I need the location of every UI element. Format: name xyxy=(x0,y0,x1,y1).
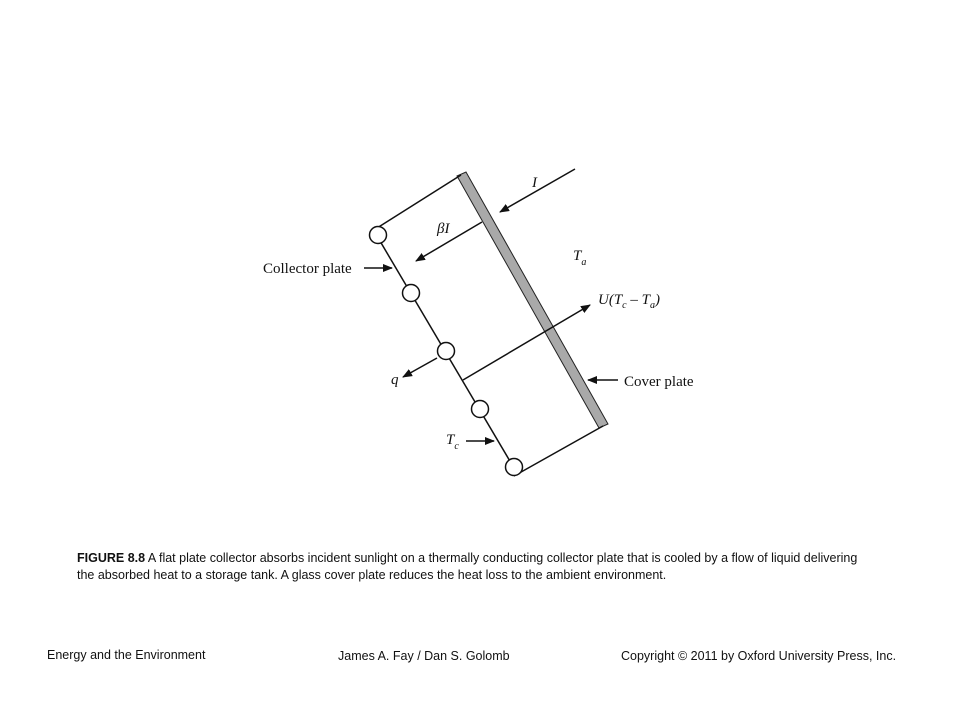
figure-number: FIGURE 8.8 xyxy=(77,551,146,565)
collector-temperature-label: $T_c$ xyxy=(446,432,459,452)
tube-circle xyxy=(506,459,523,476)
cover-plate-label: Cover plate xyxy=(624,374,694,390)
incident-sunlight-arrow xyxy=(500,169,575,212)
absorbed-label: βI xyxy=(437,221,450,237)
footer-book-title: Energy and the Environment xyxy=(47,648,206,662)
heat-loss-label: $U(T_c - T_a)$ xyxy=(598,292,660,311)
caption-text: A flat plate collector absorbs incident sunlight on a thermally conducting collector plate that is cooled by a flow of liquid delivering the absorbed heat to a storage tank. A glass cover plate reduces the heat loss to the ambient environment. xyxy=(77,551,858,582)
bottom-enclosure-edge xyxy=(514,426,603,476)
collector-plate-label: Collector plate xyxy=(263,261,352,277)
tube-circle xyxy=(472,401,489,418)
incident-label: I xyxy=(532,175,537,191)
footer-authors: James A. Fay / Dan S. Golomb xyxy=(338,649,510,663)
heat-flow-arrow xyxy=(403,358,437,377)
ambient-temperature-label: $T_a$ xyxy=(573,248,587,268)
tube-circle xyxy=(403,285,420,302)
heat-flow-label: q xyxy=(391,372,399,388)
figure-caption xyxy=(77,550,877,584)
tube-circle xyxy=(370,227,387,244)
footer-copyright: Copyright © 2011 by Oxford University Press, Inc. xyxy=(621,649,897,663)
tube-circle xyxy=(438,343,455,360)
cover-plate xyxy=(457,172,608,428)
